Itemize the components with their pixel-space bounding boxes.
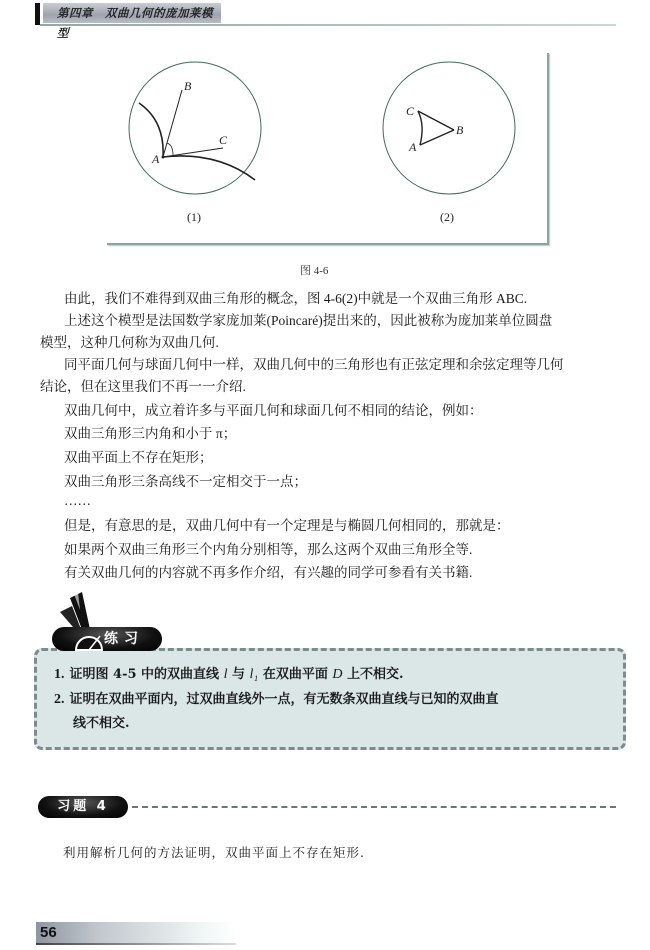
exercise-badge [52,627,162,651]
protractor-icon [72,624,106,654]
exercise-item-1: 1. 证明图 4-5 中的双曲直线 l 与 l₁ 在双曲平面 D 上不相交. [54,667,404,682]
paragraph: 如果两个双曲三角形三个内角分别相等，那么这两个双曲三角形全等. [64,542,473,557]
chapter-number: 第四章 [57,6,93,20]
svg-text:B: B [456,123,464,137]
paragraph: 双曲几何中，成立着许多与平面几何和球面几何不相同的结论，例如： [64,403,483,418]
svg-text:A: A [152,152,160,166]
page-number-band [36,922,236,944]
svg-text:B: B [184,79,192,93]
header-bar [35,3,40,25]
exercise-item-2: 2. 证明在双曲平面内，过双曲直线外一点，有无数条双曲直线与已知的双曲直 [54,692,499,707]
exercise-item-2-cont: 线不相交. [73,716,130,731]
panel-1-label: (1) [187,210,201,224]
chapter-title: 双曲几何的庞加莱模型 [57,6,213,40]
paragraph: 结论，但在这里我们不再一一介绍. [40,379,246,394]
header-rule [40,24,616,26]
paragraph: 由此，我们不难得到双曲三角形的概念，图 4-6(2)中就是一个双曲三角形 ABC. [64,291,528,306]
svg-text:A: A [409,140,417,154]
figure-caption: 图 4-6 [300,265,329,277]
svg-text:C: C [219,133,228,147]
page-number: 56 [40,924,57,941]
paragraph: 有关双曲几何的内容就不再多作介绍，有兴趣的同学可参看有关书籍. [64,565,473,580]
exercise-badge-label: 练习 [104,631,144,647]
panel-2-label: (2) [440,210,454,224]
homework-rule [132,806,616,808]
list-item: 双曲三角形三内角和小于 π； [64,426,237,441]
paragraph: 同平面几何与球面几何中一样，双曲几何中的三角形也有正弦定理和余弦定理等几何 [64,357,564,372]
figure-4-6 [107,53,549,245]
paragraph: 但是，有意思的是，双曲几何中有一个定理是与椭圆几何相同的，那就是： [64,518,510,533]
page-number-rule [36,943,236,945]
paragraph: 上述这个模型是法国数学家庞加莱(Poincaré)提出来的，因此被称为庞加莱单位圆盘 [64,313,553,328]
ellipsis: …… [64,493,91,508]
poincare-disk-diagram [107,53,547,243]
svg-text:C: C [406,104,415,118]
list-item: 双曲平面上不存在矩形； [64,450,213,465]
list-item: 双曲三角形三条高线不一定相交于一点； [64,474,307,489]
homework-badge: 习题 4 [38,796,128,818]
homework-item: 利用解析几何的方法证明，双曲平面上不存在矩形. [63,845,365,860]
chapter-header [43,3,221,40]
paragraph: 模型，这种几何称为双曲几何. [40,335,219,350]
